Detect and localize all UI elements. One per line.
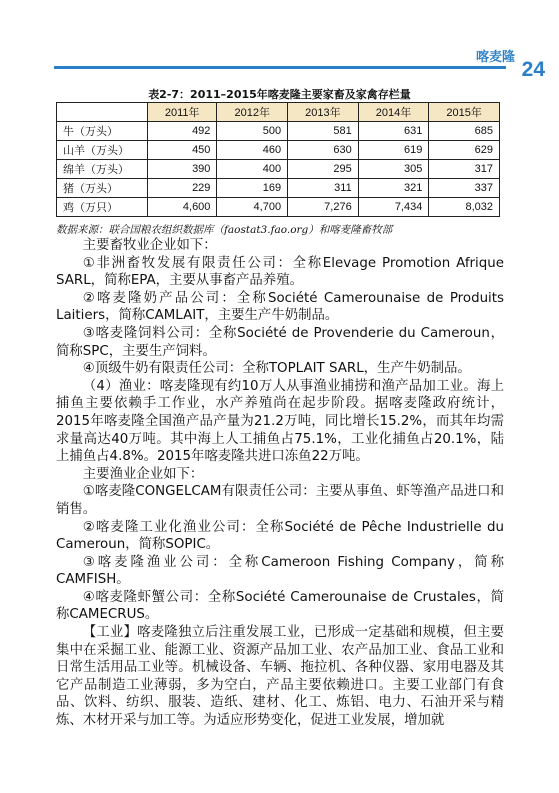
table-cell: 169 — [217, 179, 288, 198]
column-header: 2014年 — [358, 103, 429, 122]
table-cell: 4,600 — [148, 198, 217, 217]
table-row — [57, 122, 500, 141]
paragraph: ③喀麦隆饲料公司：全称Société de Provenderie du Cameroun，简称SPC，主要生产饲料。 — [56, 325, 504, 359]
table-cell: 492 — [148, 122, 217, 141]
paragraph: 主要畜牧业企业如下： — [82, 238, 217, 253]
row-label: 山羊（万头） — [57, 141, 148, 160]
page-number: 24 — [521, 58, 545, 81]
table-source-note: 数据来源：联合国粮农组织数据库（faostat3.fao.org）和喀麦隆畜牧部 — [56, 224, 393, 236]
table-title: 表2-7：2011–2015年喀麦隆主要家畜及家禽存栏量 — [148, 88, 411, 101]
table-header-row — [57, 103, 500, 122]
table-cell: 295 — [288, 160, 359, 179]
table-cell: 450 — [148, 141, 217, 160]
table-cell: 305 — [358, 160, 429, 179]
paragraph: ①喀麦隆CONGELCAM有限责任公司：主要从事鱼、虾等渔产品进口和销售。 — [56, 484, 504, 517]
table-cell: 7,434 — [358, 198, 429, 217]
table-cell: 685 — [429, 122, 500, 141]
paragraph: ②喀麦隆工业化渔业公司：全称Société de Pêche Industrielle du Cameroun，简称SOPIC。 — [56, 519, 504, 553]
column-header: 2015年 — [429, 103, 500, 122]
row-label: 绵羊（万头） — [57, 160, 148, 179]
table-cell: 390 — [148, 160, 217, 179]
livestock-table — [56, 102, 500, 217]
table-cell: 311 — [288, 179, 359, 198]
paragraph: ③喀麦隆渔业公司：全称Cameroon Fishing Company，简称CAMFISH。 — [56, 554, 504, 588]
body-text — [56, 237, 504, 730]
table-cell: 400 — [217, 160, 288, 179]
paragraph: ②喀麦隆奶产品公司：全称Société Camerounaise de Produits Laitiers，简称CAMLAIT，主要生产牛奶制品。 — [56, 290, 504, 324]
paragraph: ④喀麦隆虾蟹公司：全称Société Camerounaise de Crustales，简称CAMECRUS。 — [56, 589, 504, 623]
row-label: 牛（万头） — [57, 122, 148, 141]
column-header: 2013年 — [288, 103, 359, 122]
row-label: 鸡（万只） — [57, 198, 148, 217]
table-cell: 629 — [429, 141, 500, 160]
table-cell: 337 — [429, 179, 500, 198]
paragraph: 主要渔业企业如下： — [82, 466, 204, 482]
table-corner-cell — [57, 103, 148, 122]
table-cell: 630 — [288, 141, 359, 160]
paragraph: （4）渔业：喀麦隆现有约10万人从事渔业捕捞和渔产品加工业。海上捕鱼主要依赖手工作业，水产养殖尚在起步阶段。据喀麦隆政府统计，2015年喀麦隆全国渔产品产量为21.2万吨，同比增长15.2%，而其年均需求量高达40万吨。其中海上人工捕鱼占75.1%，工业化捕鱼占20.1%，陆上捕鱼占4.8%。2015年喀麦隆共进口冻鱼22万吨。 — [56, 378, 504, 465]
table-cell: 229 — [148, 179, 217, 198]
table-cell: 581 — [288, 122, 359, 141]
paragraph: ①非洲畜牧发展有限责任公司：全称Elevage Promotion Afrique SARL，简称EPA，主要从事畜产品养殖。 — [56, 255, 504, 289]
table-cell: 8,032 — [429, 198, 500, 217]
header-rule — [54, 66, 506, 69]
table-cell: 619 — [358, 141, 429, 160]
column-header: 2011年 — [148, 103, 217, 122]
paragraph: ④顶级牛奶有限责任公司：全称TOPLAIT SARL，生产牛奶制品。 — [82, 361, 471, 377]
table-cell: 321 — [358, 179, 429, 198]
table-row — [57, 179, 500, 198]
table-row — [57, 160, 500, 179]
paragraph: 【工业】喀麦隆独立后注重发展工业，已形成一定基础和规模，但主要集中在采掘工业、能源工业、资源产品加工业、农产品加工业、食品工业和日常生活用品工业等。机械设备、车辆、拖拉机、各种仪器、家用电器及其它产品制造工业薄弱，多为空白，产品主要依赖进口。主要工业部门有食品、饮料、纺织、服装、造纸、建材、化工、炼铝、电力、石油开采与精炼、木材开采与加工等。为适应形势变化，促进工业发展，增加就 — [56, 625, 504, 729]
table-row — [57, 141, 500, 160]
table-cell: 4,700 — [217, 198, 288, 217]
header-country-name: 喀麦隆 — [475, 50, 515, 65]
column-header: 2012年 — [217, 103, 288, 122]
table-cell: 500 — [217, 122, 288, 141]
table-cell: 631 — [358, 122, 429, 141]
row-label: 猪（万头） — [57, 179, 148, 198]
table-cell: 317 — [429, 160, 500, 179]
table-cell: 460 — [217, 141, 288, 160]
table-cell: 7,276 — [288, 198, 359, 217]
table-row — [57, 198, 500, 217]
